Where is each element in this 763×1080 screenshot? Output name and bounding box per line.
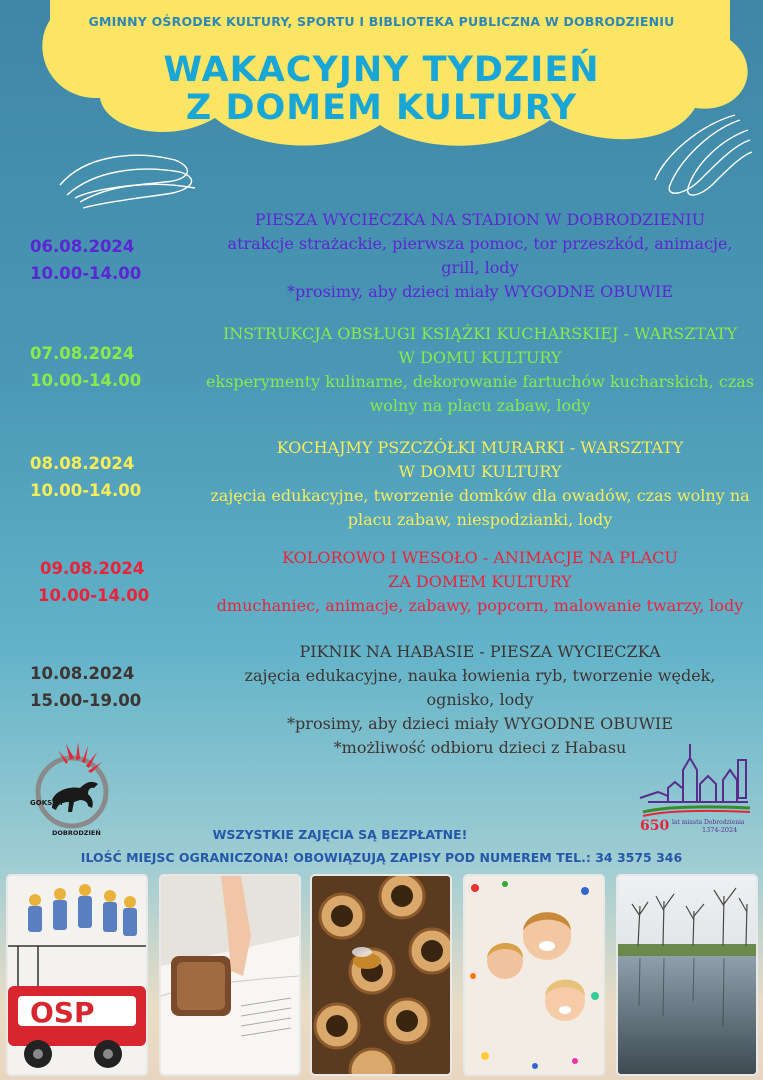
event-2-line: wolny na placu zabaw, lody [369,396,591,415]
event-2-time: 10.00-14.00 [30,371,142,390]
cookbook-image [161,876,299,1074]
event-4-date: 09.08.2024 [40,559,145,578]
event-2-line: eksperymenty kulinarne, dekorowanie fartuchów kucharskich, czas [205,372,755,391]
event-5-date: 10.08.2024 [30,664,135,683]
event-3-description [205,436,755,532]
event-5-line: zajęcia edukacyjne, nauka łowienia ryb, tworzenie wędek, [244,666,716,685]
photo-pond [618,876,756,1074]
event-5-line: *możliwość odbioru dzieci z Habasu [333,738,627,757]
event-2-line: W DOMU KULTURY [398,348,562,367]
svg-text:OSP: OSP [30,996,95,1029]
event-3-date: 08.08.2024 [30,454,135,473]
event-3-line: zajęcia edukacyjne, tworzenie domków dla owadów, czas wolny na [210,486,750,505]
photo-cookbook [161,876,299,1074]
goksibp-logo-subtext: DOBRODZIEŃ [52,829,101,837]
photo-firefighters [8,876,146,1074]
event-4-line: dmuchaniec, animacje, zabawy, popcorn, malowanie twarzy, lody [216,596,744,615]
bee-house-image [312,876,450,1074]
footer-free-note: WSZYSTKIE ZAJĘCIA SĄ BEZPŁATNE! [212,827,468,842]
title-line-2: Z DOMEM KULTURY [185,88,578,128]
event-1-description [205,208,755,304]
event-3-time: 10.00-14.00 [30,481,142,500]
pond-landscape-image [618,876,756,1074]
happy-kids-image [465,876,603,1074]
event-5-line: PIKNIK NA HABASIE - PIESZA WYCIECZKA [299,642,661,661]
swirl-left-decoration [55,150,205,210]
event-5-line: ognisko, lody [426,690,534,709]
anniversary-text: lat miasta Dobrodzienia [672,819,745,826]
event-1-line: *prosimy, aby dzieci miały WYGODNE OBUWIE [287,282,673,301]
goksibp-logo-text: GOKSIBP [30,799,66,807]
event-4-line: KOLOROWO I WESOŁO - ANIMACJE NA PLACU [282,548,678,567]
event-4-time: 10.00-14.00 [38,586,150,605]
photo-bee-house [312,876,450,1074]
photo-happy-kids [465,876,603,1074]
anniversary-years: 1374-2024 [702,826,738,834]
event-1-line: PIESZA WYCIECZKA NA STADION W DOBRODZIENIU [254,210,706,229]
city-anniversary-logo [638,740,753,836]
organization-name: GMINNY OŚRODEK KULTURY, SPORTU I BIBLIOTEKA PUBLICZNA W DOBRODZIENIU [88,14,675,29]
event-1-line: grill, lody [441,258,519,277]
event-1-time: 10.00-14.00 [30,264,142,283]
anniversary-number: 650 [640,818,670,834]
footer-registration-note: ILOŚĆ MIEJSC OGRANICZONA! OBOWIĄZUJĄ ZAPISY POD NUMEREM TEL.: 34 3575 346 [80,850,683,865]
goksibp-logo [22,742,122,837]
event-5-time: 15.00-19.00 [30,691,142,710]
event-2-description [205,322,755,418]
event-1-date: 06.08.2024 [30,237,135,256]
event-1-line: atrakcje strażackie, pierwsza pomoc, tor przeszkód, animacje, [227,234,733,253]
firefighters-illustration [8,876,146,1074]
event-4-description [205,546,755,618]
event-2-date: 07.08.2024 [30,344,135,363]
event-4-line: ZA DOMEM KULTURY [388,572,572,591]
event-3-line: W DOMU KULTURY [398,462,562,481]
event-5-line: *prosimy, aby dzieci miały WYGODNE OBUWIE [287,714,673,733]
event-3-line: KOCHAJMY PSZCZÓŁKI MURARKI - WARSZTATY [276,438,684,457]
title-line-1: WAKACYJNY TYDZIEŃ [163,50,600,90]
event-2-line: INSTRUKCJA OBSŁUGI KSIĄŻKI KUCHARSKIEJ - WARSZTATY [222,324,738,343]
event-3-line: placu zabaw, niespodzianki, lody [347,510,613,529]
